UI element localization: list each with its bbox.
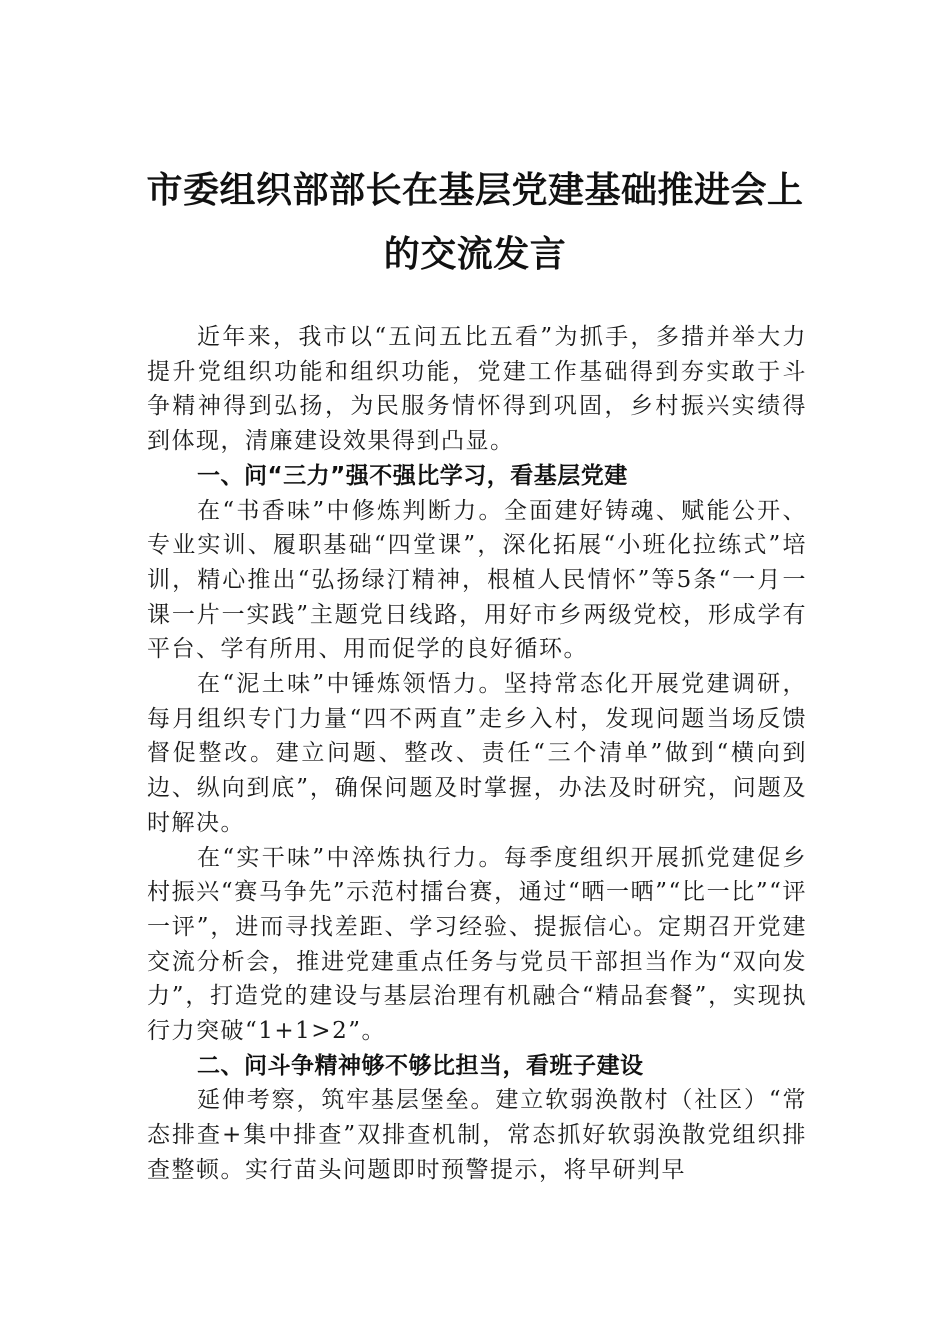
- section-2-heading: 二、问斗争精神够不够比担当，看班子建设: [197, 1052, 644, 1079]
- section-1-paragraph-2: 在“泥土味”中锤炼领悟力。坚持常态化开展党建调研，每月组织专门力量“四不两直”走乡入村，发现问题当场反馈督促整改。建立问题、整改、责任“三个清单”做到“横向到边、纵向到底”，确保问题及时掌握，办法及时研究，问题及时解决。: [147, 671, 807, 836]
- section-1-heading: 一、问“三力”强不强比学习，看基层党建: [197, 462, 628, 489]
- section-1-paragraph-1: 在“书香味”中修炼判断力。全面建好铸魂、赋能公开、专业实训、履职基础“四堂课”，深化拓展“小班化拉练式”培训，精心推出“弘扬绿汀精神，根植人民情怀”等5条“一月一课一片一实践”主题党日线路，用好市乡两级党校，形成学有平台、学有所用、用而促学的良好循环。: [147, 497, 807, 663]
- document-title-line-1: 市委组织部部长在基层党建基础推进会上: [146, 169, 804, 211]
- intro-paragraph: 近年来，我市以“五问五比五看”为抓手，多措并举大力提升党组织功能和组织功能，党建工作基础得到夯实敢于斗争精神得到弘扬，为民服务情怀得到巩固，乡村振兴实绩得到体现，清廉建设效果得到凸显。: [147, 324, 807, 455]
- section-1-paragraph-3: 在“实干味”中淬炼执行力。每季度组织开展抓党建促乡村振兴“赛马争先”示范村擂台赛，通过“晒一晒”“比一比”“评一评”，进而寻找差距、学习经验、提振信心。定期召开党建交流分析会，推进党建重点任务与党员干部担当作为“双向发力”，打造党的建设与基层治理有机融合“精品套餐”，实现执行力突破“1+1>2”。: [147, 844, 807, 1045]
- document-body: [147, 320, 807, 1188]
- document-title-line-2: 的交流发言: [383, 233, 567, 275]
- section-2-paragraph-1: 延伸考察，筑牢基层堡垒。建立软弱涣散村（社区）“常态排查+集中排查”双排查机制，常态抓好软弱涣散党组织排查整顿。实行苗头问题即时预警提示，将早研判早: [147, 1087, 807, 1183]
